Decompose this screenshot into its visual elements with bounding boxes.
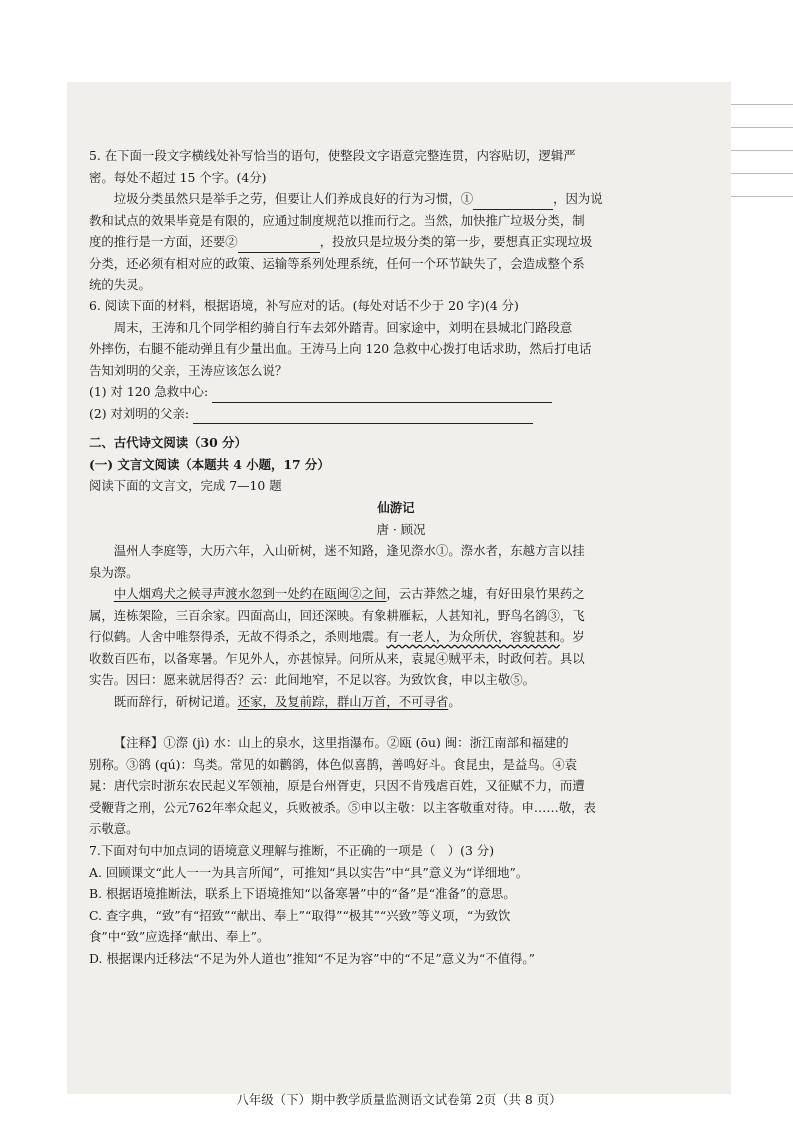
section-2-instruction: 阅读下面的文言文，完成 7—10 题 [89, 478, 282, 493]
question-7 [89, 840, 713, 969]
passage-p2-line1: 中人烟鸡犬之候寻声渡水忽到一处约在瓯闽②之间，云古莽然之墟，有好田泉竹果药之 [113, 586, 585, 601]
wavy-underlined-sentence: 有一老人，为众所伏，容貌甚和 [386, 629, 560, 644]
q5-para-line3: 度的推行是一方面，还要② ，投放只是垃圾分类的第一步，要想真正实现垃圾 [89, 231, 713, 253]
q6-answer-2-line[interactable] [193, 408, 533, 424]
passage-p2-line5: 实告。因曰：愿来就居得否？云：此间地窄，不足以容。为致饮食，申以主敬⑤。 [89, 672, 536, 687]
passage-title: 仙游记 [377, 500, 415, 515]
question-6 [89, 295, 713, 424]
adjacent-page-edge [731, 82, 793, 222]
q6-stem: 6. 阅读下面的材料，根据语境，补写应对的话。(每处对话不少于 20 字)(4 分) [89, 298, 519, 313]
passage-p3: 既而辞行，斫树记道。还家，及复前踪，群山万首，不可寻省。 [113, 693, 461, 709]
notes-line2: 别称。③鹆 (qú)：鸟类。常见的如鹳鹆，体色似喜鹊，善鸣好斗。食昆虫，是益鸟。④袁 [89, 756, 577, 772]
passage-author: 唐 · 顾况 [376, 521, 426, 537]
section-2-header [89, 432, 713, 497]
q6-answer-1: (1) 对 120 急救中心: [89, 381, 713, 403]
q6-answer-1-line[interactable] [212, 387, 552, 403]
q5-stem-line2: 密。每处不超过 15 个字。(4分) [89, 169, 267, 185]
q5-para-line2: 教和试点的效果毕竟是有限的，应通过制度规范以推而行之。当然，加快推广垃圾分类，制 [89, 212, 585, 228]
q7-stem: 7.下面对句中加点词的语境意义理解与推断，不正确的一项是（ ）(3 分) [89, 843, 495, 858]
q6-para-line2: 外摔伤，右腿不能动弹且有少量出血。王涛马上向 120 急救中心拨打电话求助，然后打电话 [89, 341, 592, 356]
q7-option-a[interactable]: A. 回顾课文“此人一一为具言所闻”，可推知“具以实告”中“具”意义为“详细地”。 [89, 864, 529, 880]
exam-page-photo [67, 82, 731, 1107]
notes-line1: 【注释】①漈 (jì) 水：山上的泉水，这里指瀑布。②瓯 (ōu) 闽：浙江南部和福建的 [113, 735, 569, 750]
passage-notes [89, 732, 713, 840]
q6-para-line3: 告知刘明的父亲，王涛应该怎么说？ [89, 362, 288, 378]
q5-blank-2[interactable] [238, 237, 320, 253]
notes-line3: 晁：唐代宗时浙东农民起义军领袖，原是台州胥吏，只因不肯残虐百姓，又征赋不力，而遭 [89, 778, 585, 793]
passage-p1-line1: 温州人李庭等，大历六年，入山斫树，迷不知路，逢见漈水①。漈水者，东越方言以挂 [113, 543, 585, 558]
q5-para-line1: 垃圾分类虽然只是举手之劳，但要让人们养成良好的行为习惯，① ，因为说 [89, 188, 713, 210]
underlined-sentence-1: 中人烟鸡犬之候寻声渡水忽到一处约在瓯闽②之间 [113, 586, 387, 601]
section-2-heading: 二、古代诗文阅读（30 分） [89, 435, 247, 450]
q5-blank-1[interactable] [473, 194, 553, 210]
passage-p2-line2: 属，连栋架险，三百余家。四面高山，回还深映。有象耕雁耘，人甚知礼，野鸟名鹆③，飞 [89, 607, 585, 623]
q7-option-c-cont[interactable]: 食”中“致”应选择“献出、奉上”。 [89, 929, 270, 944]
page-footer: 八年级（下）期中教学质量监测语文试卷第 2页（共 8 页） [236, 1092, 562, 1107]
q5-para-line4: 分类，还必须有相对应的政策、运输等系列处理系统，任何一个环节缺失了，会造成整个系 [89, 255, 585, 271]
question-5 [89, 145, 713, 296]
notes-line4: 受鞭背之刑，公元762年率众起义，兵败被杀。⑤申以主敬：以主客敬重对待。申……敬，表 [89, 799, 596, 815]
q7-option-c[interactable]: C. 查字典，“致”有“招致”“献出、奉上”“取得”“极其”“兴致”等义项，“为致饮 [89, 907, 511, 923]
passage-p2-line4: 收数百匹布，以备寒暑。乍见外人，亦甚惊异。问所从来，袁晁④贼平未，时政何若。具以 [89, 650, 585, 666]
q6-answer-2: (2) 对刘明的父亲: [89, 403, 713, 425]
section-2-subheading: (一) 文言文阅读（本题共 4 小题，17 分） [89, 456, 330, 472]
passage-p1-line2: 泉为漈。 [89, 564, 139, 580]
passage-p2-line3: 行似鹤。人舍中唯祭得杀，无故不得杀之，杀则地震。有一老人，为众所伏，容貌甚和。岁 [89, 629, 585, 644]
q7-option-d[interactable]: D. 根据课内迁移法“不足为外人道也”推知“不足为容”中的“不足”意义为“不值得。” [89, 950, 535, 966]
notes-line5: 示敬意。 [89, 821, 139, 836]
q6-para-line1: 周末，王涛和几个同学相约骑自行车去郊外踏青。回家途中，刘明在县城北门路段意 [113, 319, 573, 335]
classical-passage [89, 497, 713, 712]
underlined-sentence-2: 还家，及复前踪，群山万首，不可寻省 [237, 693, 449, 709]
q7-option-b[interactable]: B. 根据语境推断法，联系上下语境推知“以备寒暑”中的“备”是“准备”的意思。 [89, 886, 516, 901]
q5-para-line5: 统的失灵。 [89, 277, 151, 292]
q5-stem-line1: 5. 在下面一段文字横线处补写恰当的语句，使整段文字语意完整连贯，内容贴切，逻辑严 [89, 148, 576, 163]
